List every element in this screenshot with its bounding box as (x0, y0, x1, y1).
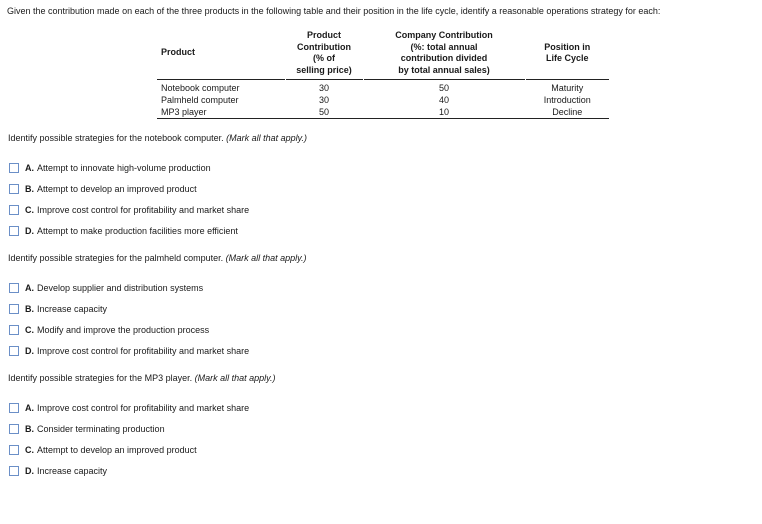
option-notebook-d[interactable] (9, 225, 238, 237)
header-product: Product (161, 47, 196, 58)
option-text: Increase capacity (37, 304, 108, 314)
cell-position: Introduction (525, 94, 609, 106)
option-notebook-b[interactable] (9, 183, 197, 195)
header-company-contribution: Company Contribution (%: total annual contribution divided by total annual sales) (363, 30, 525, 80)
checkbox[interactable] (9, 304, 19, 314)
option-text: Develop supplier and distribution systems (37, 283, 204, 293)
cell-contribution: 30 (285, 94, 363, 106)
question-prompt: Identify possible strategies for the palmheld computer. (8, 253, 224, 263)
option-letter: A. (25, 283, 34, 293)
cell-company: 40 (363, 94, 525, 106)
cell-company: 50 (363, 80, 525, 95)
option-letter: B. (25, 304, 34, 314)
option-palmheld-d[interactable] (9, 345, 249, 357)
option-notebook-a[interactable] (9, 162, 211, 174)
question-prompt: Identify possible strategies for the notebook computer. (8, 133, 224, 143)
table-row (157, 94, 609, 106)
header-position: Position in Life Cycle (525, 30, 609, 80)
cell-company: 10 (363, 106, 525, 119)
intro-text: Given the contribution made on each of the three products in the following table and their position in the life cycle, identify a reasonable operations strategy for each: (7, 6, 661, 16)
checkbox[interactable] (9, 466, 19, 476)
checkbox[interactable] (9, 445, 19, 455)
option-text: Improve cost control for profitability and market share (37, 346, 250, 356)
question-mp3 (8, 373, 275, 383)
option-letter: C. (25, 445, 34, 455)
option-text: Improve cost control for profitability and market share (37, 205, 250, 215)
option-text: Increase capacity (37, 466, 108, 476)
table-header-row (157, 30, 609, 80)
table-row (157, 80, 609, 95)
checkbox[interactable] (9, 403, 19, 413)
option-letter: D. (25, 226, 34, 236)
option-palmheld-a[interactable] (9, 282, 203, 294)
product-table (157, 30, 609, 119)
header-contribution: Product Contribution (% of selling price) (285, 30, 363, 80)
question-notebook (8, 133, 307, 143)
checkbox[interactable] (9, 226, 19, 236)
option-letter: D. (25, 346, 34, 356)
option-text: Attempt to make production facilities more efficient (37, 226, 238, 236)
option-text: Modify and improve the production process (37, 325, 210, 335)
question-instruction: (Mark all that apply.) (225, 253, 307, 263)
cell-contribution: 50 (285, 106, 363, 119)
option-mp3-b[interactable] (9, 423, 165, 435)
table-row (157, 106, 609, 119)
cell-product: Palmheld computer (161, 95, 239, 105)
cell-position: Maturity (525, 80, 609, 95)
checkbox[interactable] (9, 184, 19, 194)
checkbox[interactable] (9, 163, 19, 173)
checkbox[interactable] (9, 205, 19, 215)
option-letter: A. (25, 403, 34, 413)
option-letter: C. (25, 325, 34, 335)
option-mp3-d[interactable] (9, 465, 107, 477)
option-letter: B. (25, 424, 34, 434)
option-letter: B. (25, 184, 34, 194)
option-text: Attempt to innovate high-volume production (37, 163, 211, 173)
checkbox[interactable] (9, 424, 19, 434)
question-instruction: (Mark all that apply.) (194, 373, 276, 383)
cell-position: Decline (525, 106, 609, 119)
question-prompt: Identify possible strategies for the MP3 player. (8, 373, 193, 383)
option-palmheld-b[interactable] (9, 303, 107, 315)
question-palmheld (8, 253, 307, 263)
checkbox[interactable] (9, 283, 19, 293)
question-instruction: (Mark all that apply.) (226, 133, 308, 143)
cell-product: MP3 player (157, 106, 285, 119)
cell-contribution: 30 (285, 80, 363, 95)
option-text: Attempt to develop an improved product (37, 445, 197, 455)
option-palmheld-c[interactable] (9, 324, 209, 336)
option-mp3-a[interactable] (9, 402, 249, 414)
option-text: Consider terminating production (37, 424, 165, 434)
option-letter: D. (25, 466, 34, 476)
option-text: Attempt to develop an improved product (37, 184, 197, 194)
option-letter: C. (25, 205, 34, 215)
checkbox[interactable] (9, 346, 19, 356)
option-letter: A. (25, 163, 34, 173)
option-notebook-c[interactable] (9, 204, 249, 216)
cell-product: Notebook computer (161, 83, 240, 93)
checkbox[interactable] (9, 325, 19, 335)
option-mp3-c[interactable] (9, 444, 197, 456)
option-text: Improve cost control for profitability and market share (37, 403, 250, 413)
